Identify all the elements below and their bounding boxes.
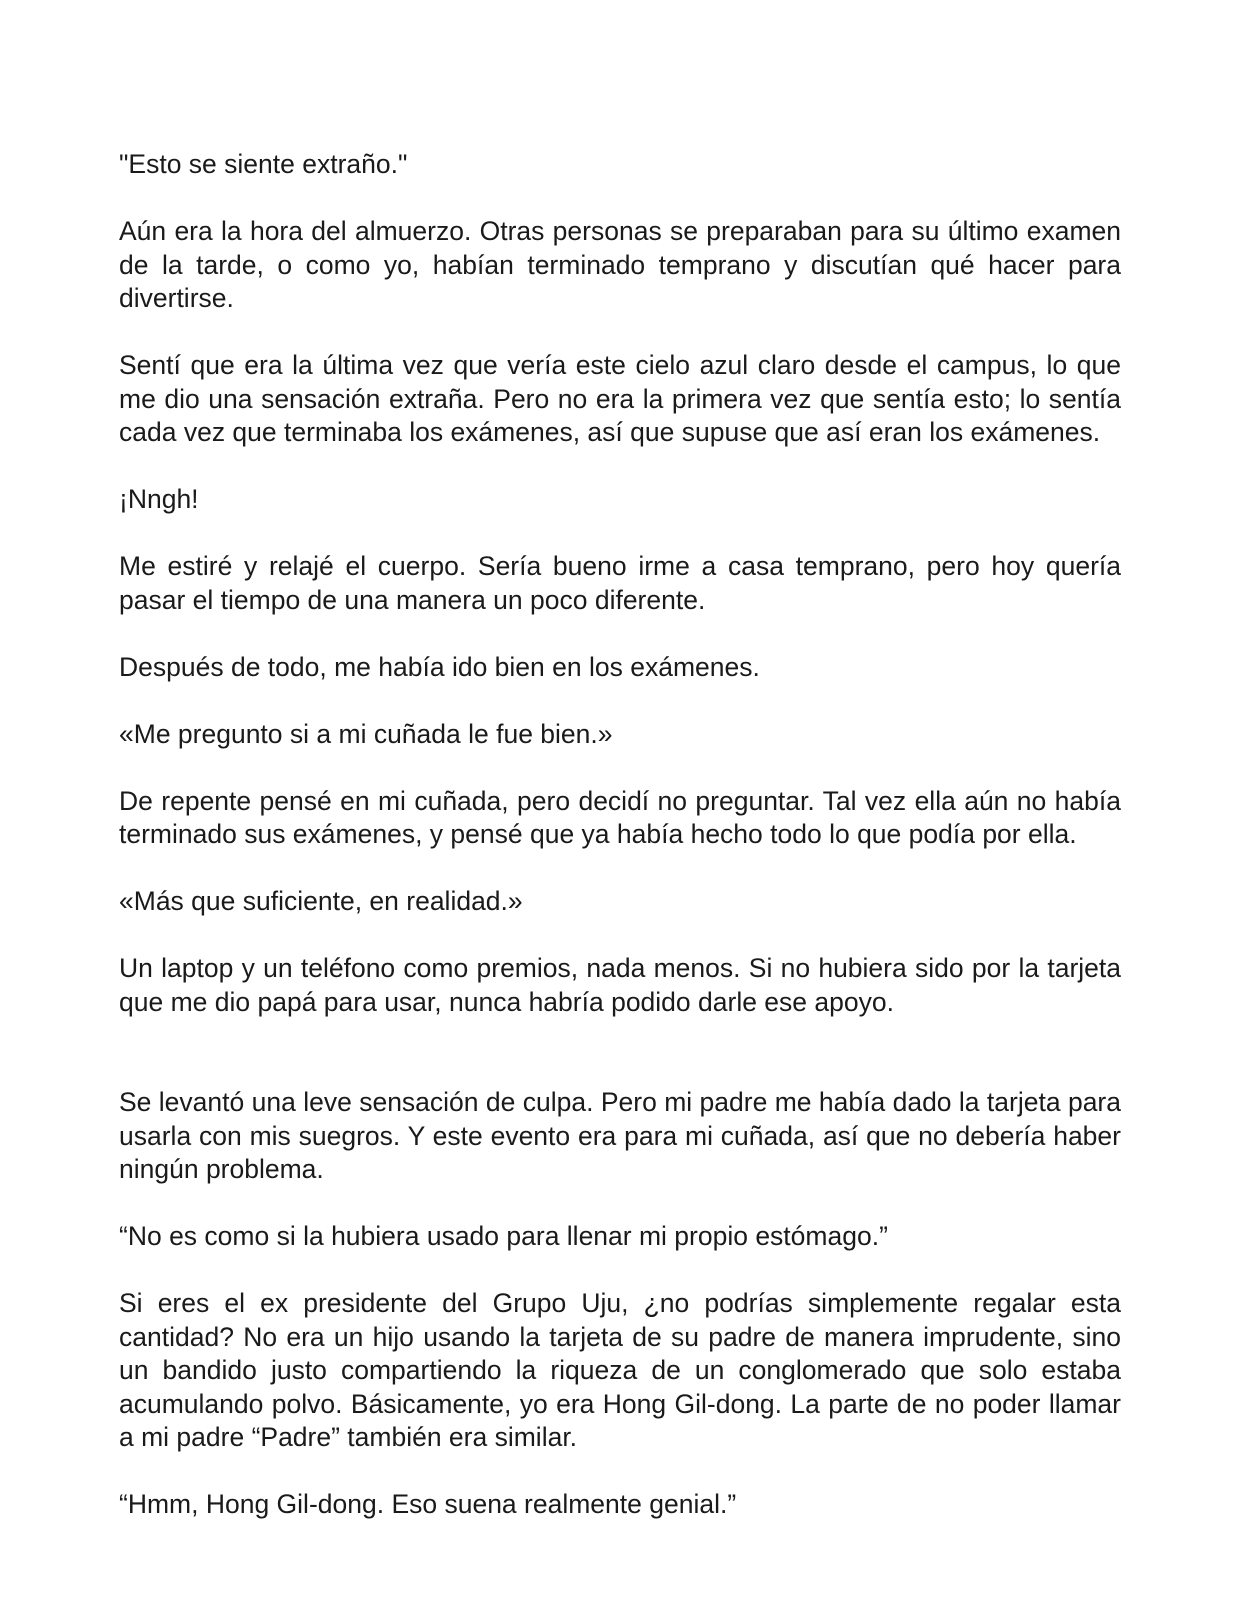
- paragraph-exclamation: ¡Nngh!: [119, 484, 199, 514]
- paragraph-sounds-great: “Hmm, Hong Gil-dong. Eso suena realmente genial.”: [119, 1489, 737, 1519]
- paragraph-dialogue-strange-feeling: "Esto se siente extraño.": [119, 149, 408, 179]
- paragraph-more-than-enough: «Más que suficiente, en realidad.»: [119, 886, 523, 916]
- paragraph-hong-gil-dong: Si eres el ex presidente del Grupo Uju, ¿no podrías simplemente regalar esta cantidad? No era un hijo usando la tarjeta de su padre de manera imprudente, sino un bandido justo compartiendo la riqueza de un conglomerado que solo estaba acumulando polvo. Básicamente, yo era Hong Gil-dong. La parte de no poder llamar a mi padre “Padre” también era similar.: [119, 1288, 1121, 1452]
- body-text: [119, 148, 1121, 1522]
- paragraph-stretch: Me estiré y relajé el cuerpo. Sería bueno irme a casa temprano, pero hoy quería pasar el tiempo de una manera un poco diferente.: [119, 551, 1121, 615]
- paragraph-blue-sky: Sentí que era la última vez que vería este cielo azul claro desde el campus, lo que me dio una sensación extraña. Pero no era la primera vez que sentía esto; lo sentía cada vez que terminaba los exámenes, así que supuse que así eran los exámenes.: [119, 350, 1121, 447]
- paragraph-laptop-phone: Un laptop y un teléfono como premios, nada menos. Si no hubiera sido por la tarjeta que me dio papá para usar, nunca habría podido darle ese apoyo.: [119, 953, 1121, 1017]
- paragraph-exams-went-well: Después de todo, me había ido bien en los exámenes.: [119, 651, 760, 682]
- paragraph-lunch-hour: Aún era la hora del almuerzo. Otras personas se preparaban para su último examen de la tarde, o como yo, habían terminado temprano y discutían qué hacer para divertirse.: [119, 216, 1121, 313]
- paragraph-own-stomach: “No es como si la hubiera usado para llenar mi propio estómago.”: [119, 1221, 888, 1251]
- paragraph-decided-not-to-ask: De repente pensé en mi cuñada, pero decidí no preguntar. Tal vez ella aún no había terminado sus exámenes, y pensé que ya había hecho todo lo que podía por ella.: [119, 785, 1121, 849]
- paragraph-guilt: Se levantó una leve sensación de culpa. Pero mi padre me había dado la tarjeta para usarla con mis suegros. Y este evento era para mi cuñada, así que no debería haber ningún problema.: [119, 1087, 1121, 1184]
- paragraph-thought-sister-in-law: «Me pregunto si a mi cuñada le fue bien.»: [119, 718, 613, 749]
